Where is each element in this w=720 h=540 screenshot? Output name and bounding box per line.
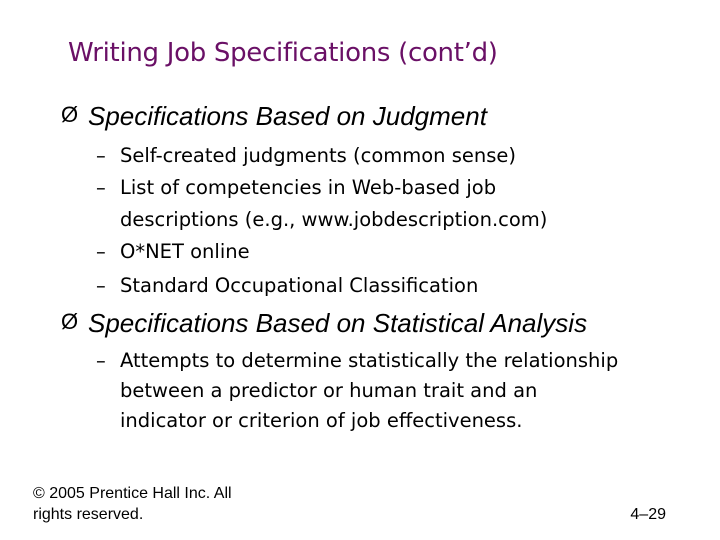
- dash-bullet-icon: –: [96, 176, 106, 199]
- dash-bullet-icon: –: [96, 274, 106, 297]
- dash-bullet-icon: –: [96, 240, 106, 263]
- arrow-bullet-icon: Ø: [61, 309, 79, 334]
- bullet-heading: Specifications Based on Statistical Analysis: [88, 308, 588, 338]
- arrow-bullet-icon: Ø: [61, 102, 79, 127]
- sub-item-text: List of competencies in Web-based job: [120, 176, 497, 199]
- slide-title: Writing Job Specifications (cont’d): [68, 38, 498, 68]
- sub-item-text: Self-created judgments (common sense): [120, 144, 517, 167]
- sub-item-text: indicator or criterion of job effectiveness.: [120, 409, 523, 432]
- copyright-line: rights reserved.: [33, 506, 144, 523]
- sub-item-text: between a predictor or human trait and an: [120, 379, 538, 402]
- sub-item-text: O*NET online: [120, 240, 250, 263]
- copyright-notice: [33, 483, 313, 525]
- page-number: 4–29: [630, 506, 666, 523]
- sub-item-text: Standard Occupational Classification: [120, 274, 479, 297]
- copyright-line: © 2005 Prentice Hall Inc. All: [33, 485, 232, 502]
- sub-item-text: descriptions (e.g., www.jobdescription.com): [120, 208, 548, 231]
- sub-item-text: Attempts to determine statistically the relationship: [120, 349, 619, 372]
- dash-bullet-icon: –: [96, 144, 106, 167]
- dash-bullet-icon: –: [96, 349, 106, 372]
- bullet-heading: Specifications Based on Judgment: [88, 101, 487, 131]
